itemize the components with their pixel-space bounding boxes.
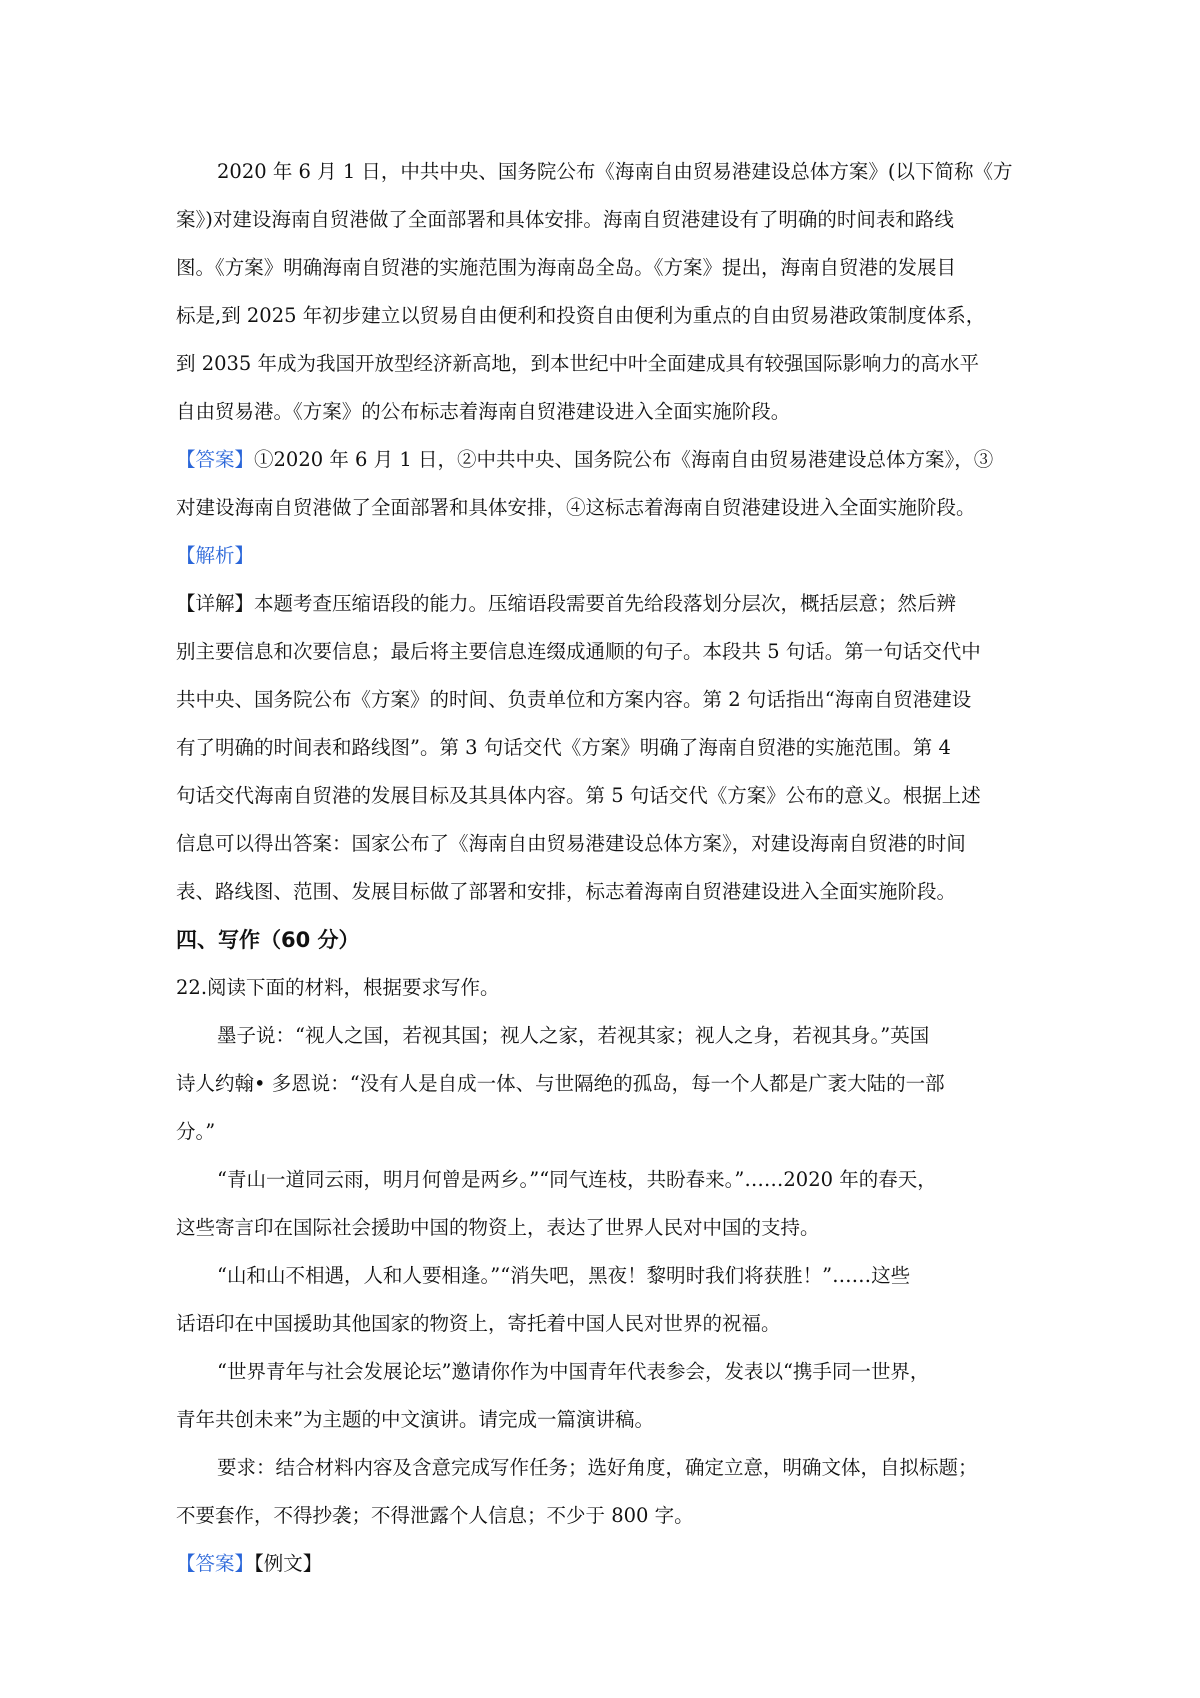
detail-line: 句话交代海南自贸港的发展目标及其具体内容。第 5 句话交代《方案》公布的意义。根据上述 <box>176 784 981 807</box>
material-paragraph-1 <box>176 1012 1036 1156</box>
answer-line <box>176 436 1036 484</box>
answer-line: 对建设海南自贸港做了全面部署和具体安排，④这标志着海南自贸港建设进入全面实施阶段。 <box>176 496 976 519</box>
detail-line: 信息可以得出答案：国家公布了《海南自由贸易港建设总体方案》，对建设海南自贸港的时间 <box>176 832 966 855</box>
material-line: 话语印在中国援助其他国家的物资上，寄托着中国人民对世界的祝福。 <box>176 1312 781 1335</box>
material-paragraph-4 <box>176 1348 1036 1444</box>
detail-line: 别主要信息和次要信息；最后将主要信息连缀成通顺的句子。本段共 5 句话。第一句话交代中 <box>176 640 981 663</box>
material-line: 分。” <box>176 1120 216 1143</box>
material-line: “世界青年与社会发展论坛”邀请你作为中国青年代表参会，发表以“携手同一世界， <box>217 1360 930 1383</box>
material-line: 墨子说：“视人之国，若视其国；视人之家，若视其家；视人之身，若视其身。”英国 <box>217 1024 930 1047</box>
requirements-paragraph <box>176 1444 1036 1540</box>
document-page <box>176 148 1036 1588</box>
passage-line: 到 2035 年成为我国开放型经济新高地，到本世纪中叶全面建成具有较强国际影响力的高水平 <box>176 352 980 375</box>
section-heading: 四、写作（60 分） <box>176 928 360 952</box>
answer-essay-label: 【答案】 <box>176 1552 255 1575</box>
answer-label: 【答案】 <box>176 448 255 471</box>
detail-line: 表、路线图、范围、发展目标做了部署和安排，标志着海南自贸港建设进入全面实施阶段。 <box>176 880 957 903</box>
answer-essay-paragraph <box>176 1540 1036 1588</box>
material-line: 这些寄言印在国际社会援助中国的物资上，表达了世界人民对中国的支持。 <box>176 1216 820 1239</box>
answer-essay-line <box>176 1540 1036 1588</box>
sample-essay-label: 【例文】 <box>254 1552 323 1575</box>
material-line: “青山一道同云雨，明月何曾是两乡。”“同气连枝，共盼春来。”……2020 年的春天， <box>217 1168 937 1191</box>
analysis-paragraph <box>176 532 1036 580</box>
material-paragraph-3 <box>176 1252 1036 1348</box>
answer-text: ①2020 年 6 月 1 日，②中共中央、国务院公布《海南自由贸易港建设总体方案》，③ <box>254 448 994 471</box>
requirements-line: 要求：结合材料内容及含意完成写作任务；选好角度，确定立意，明确文体，自拟标题； <box>217 1456 978 1479</box>
detail-line: 【详解】本题考查压缩语段的能力。压缩语段需要首先给段落划分层次，概括层意；然后辨 <box>176 592 957 615</box>
material-paragraph-2 <box>176 1156 1036 1252</box>
material-line: 青年共创未来”为主题的中文演讲。请完成一篇演讲稿。 <box>176 1408 654 1431</box>
passage-line: 2020 年 6 月 1 日，中共中央、国务院公布《海南自由贸易港建设总体方案》(以下简称《方 <box>217 160 1013 183</box>
passage-line: 案》)对建设海南自贸港做了全面部署和具体安排。海南自贸港建设有了明确的时间表和路线 <box>176 208 954 231</box>
detail-line: 共中央、国务院公布《方案》的时间、负责单位和方案内容。第 2 句话指出“海南自贸港建设 <box>176 688 972 711</box>
passage-paragraph <box>176 148 1036 436</box>
question-paragraph <box>176 964 1036 1012</box>
detail-paragraph <box>176 580 1036 916</box>
requirements-line: 不要套作，不得抄袭；不得泄露个人信息；不少于 800 字。 <box>176 1504 694 1527</box>
material-line: 诗人约翰• 多恩说：“没有人是自成一体、与世隔绝的孤岛，每一个人都是广袤大陆的一部 <box>176 1072 945 1095</box>
passage-line: 图。《方案》明确海南自贸港的实施范围为海南岛全岛。《方案》提出，海南自贸港的发展目 <box>176 256 957 279</box>
analysis-label: 【解析】 <box>176 544 255 567</box>
passage-line: 自由贸易港。《方案》的公布标志着海南自贸港建设进入全面实施阶段。 <box>176 400 791 423</box>
question-line: 22.阅读下面的材料，根据要求写作。 <box>176 976 500 999</box>
material-line: “山和山不相遇，人和人要相逢。”“消失吧，黑夜！黎明时我们将获胜！”……这些 <box>217 1264 911 1287</box>
detail-line: 有了明确的时间表和路线图”。第 3 句话交代《方案》明确了海南自贸港的实施范围。第 4 <box>176 736 951 759</box>
passage-line: 标是,到 2025 年初步建立以贸易自由便利和投资自由便利为重点的自由贸易港政策制度体系， <box>176 304 986 327</box>
answer-paragraph <box>176 436 1036 532</box>
